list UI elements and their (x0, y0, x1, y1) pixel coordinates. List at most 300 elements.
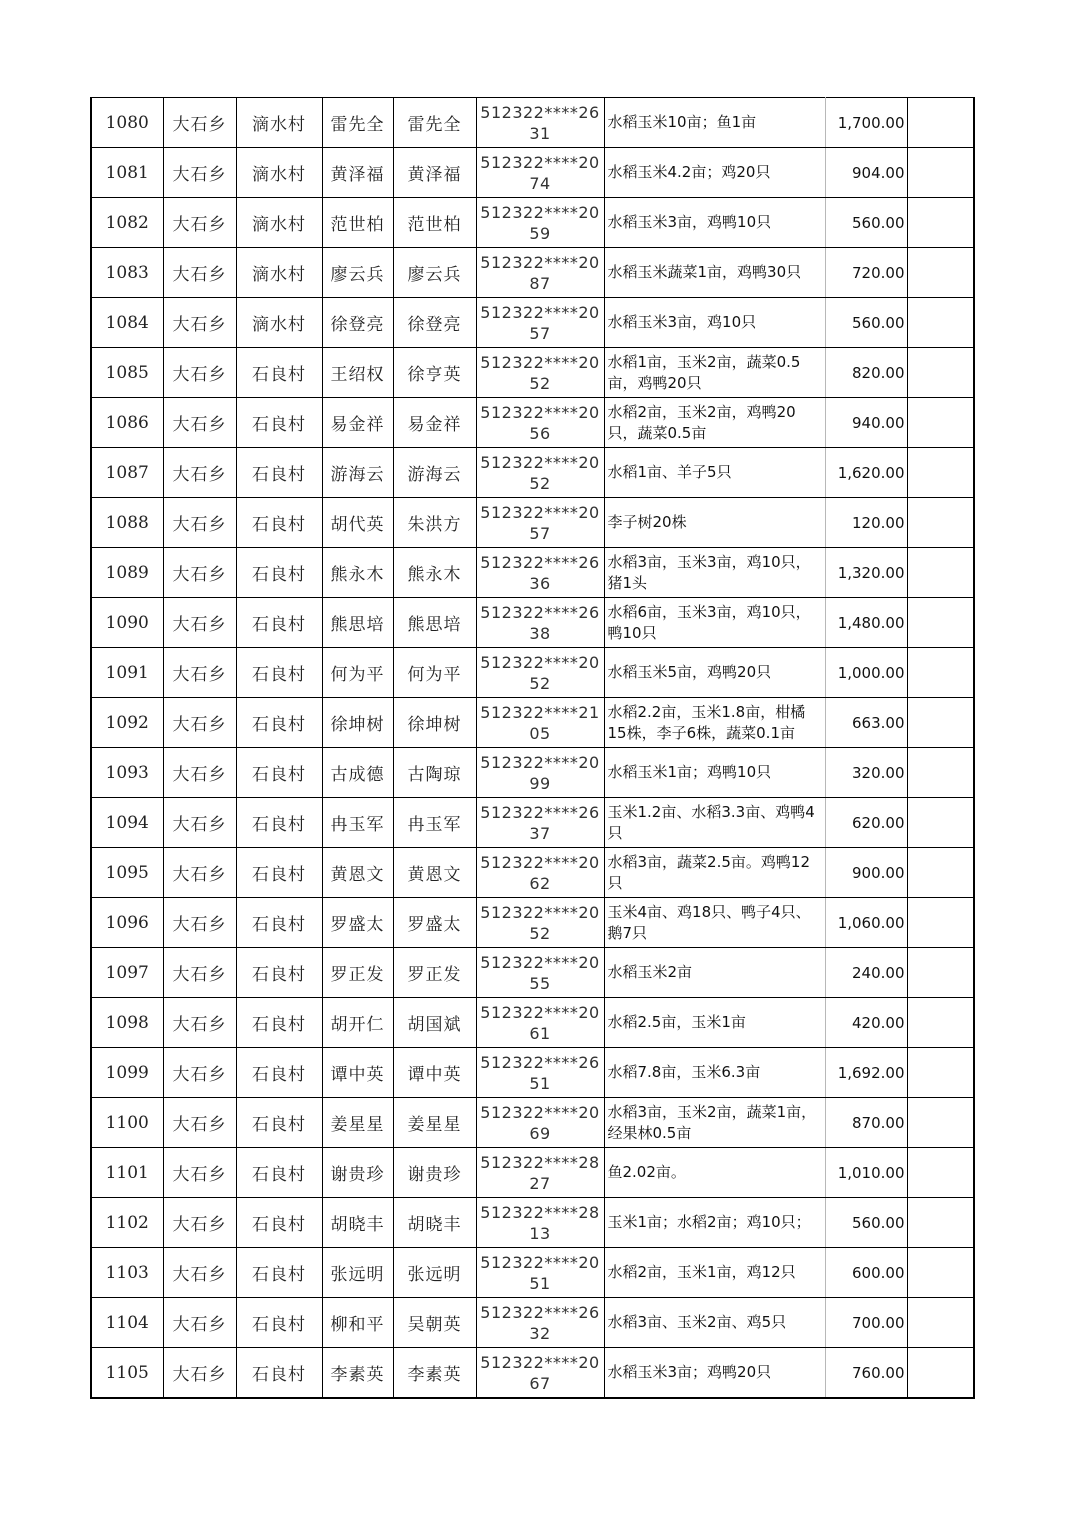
note-cell (907, 748, 974, 798)
recipient-name-cell: 黄泽福 (393, 148, 476, 198)
amount-cell: 870.00 (825, 1098, 907, 1148)
note-cell (907, 1148, 974, 1198)
household-name-cell: 胡代英 (322, 498, 393, 548)
amount-cell: 663.00 (825, 698, 907, 748)
id-number-cell (476, 648, 604, 698)
id-number-cell (476, 798, 604, 848)
village-cell: 石良村 (236, 1098, 322, 1148)
subsidy-table (90, 97, 975, 1399)
village-cell: 石良村 (236, 898, 322, 948)
id-number-part1: 512322****20 (480, 502, 600, 522)
description-cell: 水稻2亩，玉米2亩，鸡鸭20只，蔬菜0.5亩 (604, 398, 825, 448)
row-number-cell: 1099 (91, 1048, 163, 1098)
household-name-cell: 游海云 (322, 448, 393, 498)
recipient-name-cell: 罗正发 (393, 948, 476, 998)
description-cell: 水稻玉米3亩；鸡鸭20只 (604, 1348, 825, 1399)
row-number-cell: 1086 (91, 398, 163, 448)
village-cell: 石良村 (236, 848, 322, 898)
recipient-name-cell: 张远明 (393, 1248, 476, 1298)
table-row (91, 248, 974, 298)
description-cell: 水稻3亩，玉米2亩，蔬菜1亩，经果林0.5亩 (604, 1098, 825, 1148)
description-cell: 水稻2亩，玉米1亩，鸡12只 (604, 1248, 825, 1298)
row-number-cell: 1081 (91, 148, 163, 198)
id-number-cell (476, 1348, 604, 1399)
id-number-part2: 52 (529, 473, 551, 493)
note-cell (907, 298, 974, 348)
note-cell (907, 798, 974, 848)
row-number-cell: 1080 (91, 98, 163, 148)
description-cell: 水稻玉米4.2亩；鸡20只 (604, 148, 825, 198)
amount-cell: 720.00 (825, 248, 907, 298)
recipient-name-cell: 古陶琼 (393, 748, 476, 798)
note-cell (907, 248, 974, 298)
id-number-cell (476, 948, 604, 998)
village-cell: 石良村 (236, 548, 322, 598)
household-name-cell: 冉玉军 (322, 798, 393, 848)
id-number-part1: 512322****26 (480, 602, 600, 622)
description-cell: 水稻1亩，玉米2亩，蔬菜0.5亩，鸡鸭20只 (604, 348, 825, 398)
amount-cell: 900.00 (825, 848, 907, 898)
id-number-part2: 51 (529, 1273, 551, 1293)
table-row (91, 98, 974, 148)
id-number-part1: 512322****26 (480, 102, 600, 122)
id-number-cell (476, 298, 604, 348)
household-name-cell: 廖云兵 (322, 248, 393, 298)
township-cell: 大石乡 (163, 1198, 236, 1248)
household-name-cell: 罗正发 (322, 948, 393, 998)
township-cell: 大石乡 (163, 1048, 236, 1098)
table-row (91, 1098, 974, 1148)
recipient-name-cell: 熊永木 (393, 548, 476, 598)
table-row (91, 1298, 974, 1348)
amount-cell: 560.00 (825, 1198, 907, 1248)
row-number-cell: 1087 (91, 448, 163, 498)
township-cell: 大石乡 (163, 598, 236, 648)
recipient-name-cell: 黄恩文 (393, 848, 476, 898)
village-cell: 石良村 (236, 698, 322, 748)
table-row (91, 948, 974, 998)
note-cell (907, 698, 974, 748)
recipient-name-cell: 熊思培 (393, 598, 476, 648)
row-number-cell: 1091 (91, 648, 163, 698)
id-number-part1: 512322****20 (480, 1252, 600, 1272)
township-cell: 大石乡 (163, 798, 236, 848)
township-cell: 大石乡 (163, 498, 236, 548)
table-row (91, 298, 974, 348)
table-row (91, 648, 974, 698)
township-cell: 大石乡 (163, 448, 236, 498)
note-cell (907, 998, 974, 1048)
township-cell: 大石乡 (163, 998, 236, 1048)
household-name-cell: 张远明 (322, 1248, 393, 1298)
id-number-cell (476, 448, 604, 498)
description-cell: 水稻玉米3亩，鸡鸭10只 (604, 198, 825, 248)
note-cell (907, 548, 974, 598)
note-cell (907, 648, 974, 698)
household-name-cell: 何为平 (322, 648, 393, 698)
description-cell: 水稻1亩、羊子5只 (604, 448, 825, 498)
id-number-part2: 52 (529, 373, 551, 393)
id-number-part1: 512322****20 (480, 902, 600, 922)
note-cell (907, 1048, 974, 1098)
row-number-cell: 1083 (91, 248, 163, 298)
amount-cell: 760.00 (825, 1348, 907, 1399)
amount-cell: 1,320.00 (825, 548, 907, 598)
id-number-part1: 512322****20 (480, 302, 600, 322)
village-cell: 石良村 (236, 648, 322, 698)
id-number-part1: 512322****26 (480, 802, 600, 822)
row-number-cell: 1092 (91, 698, 163, 748)
id-number-part2: 69 (529, 1123, 551, 1143)
recipient-name-cell: 徐登亮 (393, 298, 476, 348)
id-number-part1: 512322****26 (480, 1052, 600, 1072)
village-cell: 石良村 (236, 1248, 322, 1298)
household-name-cell: 胡开仁 (322, 998, 393, 1048)
id-number-part2: 57 (529, 323, 551, 343)
amount-cell: 1,620.00 (825, 448, 907, 498)
id-number-part1: 512322****26 (480, 552, 600, 572)
note-cell (907, 98, 974, 148)
note-cell (907, 1298, 974, 1348)
row-number-cell: 1097 (91, 948, 163, 998)
table-row (91, 1198, 974, 1248)
village-cell: 石良村 (236, 348, 322, 398)
household-name-cell: 古成德 (322, 748, 393, 798)
table-row (91, 448, 974, 498)
row-number-cell: 1090 (91, 598, 163, 648)
household-name-cell: 易金祥 (322, 398, 393, 448)
row-number-cell: 1084 (91, 298, 163, 348)
village-cell: 石良村 (236, 1198, 322, 1248)
id-number-part1: 512322****20 (480, 952, 600, 972)
id-number-cell (476, 1098, 604, 1148)
id-number-part2: 59 (529, 223, 551, 243)
household-name-cell: 王绍权 (322, 348, 393, 398)
id-number-cell (476, 148, 604, 198)
note-cell (907, 1348, 974, 1399)
village-cell: 石良村 (236, 948, 322, 998)
recipient-name-cell: 谭中英 (393, 1048, 476, 1098)
table-row (91, 348, 974, 398)
village-cell: 石良村 (236, 598, 322, 648)
amount-cell: 620.00 (825, 798, 907, 848)
description-cell: 水稻3亩，蔬菜2.5亩。鸡鸭12只 (604, 848, 825, 898)
recipient-name-cell: 徐坤树 (393, 698, 476, 748)
amount-cell: 1,060.00 (825, 898, 907, 948)
amount-cell: 560.00 (825, 298, 907, 348)
id-number-part2: 38 (529, 623, 551, 643)
recipient-name-cell: 李素英 (393, 1348, 476, 1399)
recipient-name-cell: 雷先全 (393, 98, 476, 148)
amount-cell: 1,700.00 (825, 98, 907, 148)
recipient-name-cell: 胡国斌 (393, 998, 476, 1048)
id-number-part2: 87 (529, 273, 551, 293)
household-name-cell: 徐登亮 (322, 298, 393, 348)
village-cell: 石良村 (236, 798, 322, 848)
amount-cell: 320.00 (825, 748, 907, 798)
row-number-cell: 1101 (91, 1148, 163, 1198)
row-number-cell: 1085 (91, 348, 163, 398)
amount-cell: 120.00 (825, 498, 907, 548)
row-number-cell: 1100 (91, 1098, 163, 1148)
id-number-part1: 512322****20 (480, 652, 600, 672)
township-cell: 大石乡 (163, 1298, 236, 1348)
id-number-part1: 512322****20 (480, 1002, 600, 1022)
description-cell: 水稻3亩，玉米3亩，鸡10只，猪1头 (604, 548, 825, 598)
household-name-cell: 罗盛太 (322, 898, 393, 948)
description-cell: 水稻7.8亩，玉米6.3亩 (604, 1048, 825, 1098)
id-number-part2: 36 (529, 573, 551, 593)
recipient-name-cell: 胡晓丰 (393, 1198, 476, 1248)
row-number-cell: 1102 (91, 1198, 163, 1248)
table-row (91, 698, 974, 748)
note-cell (907, 948, 974, 998)
table-row (91, 848, 974, 898)
table-row (91, 598, 974, 648)
id-number-cell (476, 198, 604, 248)
township-cell: 大石乡 (163, 198, 236, 248)
id-number-part2: 37 (529, 823, 551, 843)
village-cell: 石良村 (236, 1048, 322, 1098)
household-name-cell: 徐坤树 (322, 698, 393, 748)
village-cell: 滴水村 (236, 248, 322, 298)
table-row (91, 1348, 974, 1399)
village-cell: 石良村 (236, 1348, 322, 1399)
township-cell: 大石乡 (163, 1148, 236, 1198)
township-cell: 大石乡 (163, 298, 236, 348)
recipient-name-cell: 易金祥 (393, 398, 476, 448)
description-cell: 水稻玉米蔬菜1亩，鸡鸭30只 (604, 248, 825, 298)
id-number-part2: 67 (529, 1373, 551, 1393)
row-number-cell: 1105 (91, 1348, 163, 1399)
village-cell: 滴水村 (236, 198, 322, 248)
township-cell: 大石乡 (163, 248, 236, 298)
amount-cell: 1,692.00 (825, 1048, 907, 1098)
note-cell (907, 148, 974, 198)
row-number-cell: 1093 (91, 748, 163, 798)
id-number-part1: 512322****20 (480, 252, 600, 272)
id-number-part1: 512322****26 (480, 1302, 600, 1322)
description-cell: 水稻2.2亩，玉米1.8亩，柑橘15株，李子6株，蔬菜0.1亩 (604, 698, 825, 748)
note-cell (907, 198, 974, 248)
table-row (91, 798, 974, 848)
id-number-part1: 512322****20 (480, 152, 600, 172)
id-number-part2: 13 (529, 1223, 551, 1243)
village-cell: 滴水村 (236, 148, 322, 198)
township-cell: 大石乡 (163, 748, 236, 798)
township-cell: 大石乡 (163, 348, 236, 398)
township-cell: 大石乡 (163, 1348, 236, 1399)
id-number-cell (476, 398, 604, 448)
id-number-part2: 27 (529, 1173, 551, 1193)
village-cell: 石良村 (236, 498, 322, 548)
household-name-cell: 李素英 (322, 1348, 393, 1399)
amount-cell: 1,480.00 (825, 598, 907, 648)
description-cell: 水稻6亩，玉米3亩，鸡10只，鸭10只 (604, 598, 825, 648)
table-row (91, 1048, 974, 1098)
village-cell: 滴水村 (236, 98, 322, 148)
id-number-cell (476, 548, 604, 598)
description-cell: 玉米1亩；水稻2亩；鸡10只； (604, 1198, 825, 1248)
amount-cell: 600.00 (825, 1248, 907, 1298)
description-cell: 水稻玉米1亩；鸡鸭10只 (604, 748, 825, 798)
id-number-part2: 56 (529, 423, 551, 443)
recipient-name-cell: 范世柏 (393, 198, 476, 248)
id-number-cell (476, 598, 604, 648)
description-cell: 水稻玉米3亩，鸡10只 (604, 298, 825, 348)
table-row (91, 998, 974, 1048)
recipient-name-cell: 罗盛太 (393, 898, 476, 948)
note-cell (907, 848, 974, 898)
description-cell: 水稻3亩、玉米2亩、鸡5只 (604, 1298, 825, 1348)
note-cell (907, 1248, 974, 1298)
village-cell: 石良村 (236, 1148, 322, 1198)
id-number-cell (476, 848, 604, 898)
description-cell: 鱼2.02亩。 (604, 1148, 825, 1198)
village-cell: 石良村 (236, 448, 322, 498)
id-number-cell (476, 898, 604, 948)
id-number-part2: 99 (529, 773, 551, 793)
row-number-cell: 1082 (91, 198, 163, 248)
note-cell (907, 448, 974, 498)
table-row (91, 898, 974, 948)
village-cell: 石良村 (236, 748, 322, 798)
note-cell (907, 1098, 974, 1148)
table-row (91, 398, 974, 448)
amount-cell: 1,010.00 (825, 1148, 907, 1198)
id-number-part1: 512322****20 (480, 352, 600, 372)
amount-cell: 560.00 (825, 198, 907, 248)
id-number-part1: 512322****20 (480, 402, 600, 422)
row-number-cell: 1088 (91, 498, 163, 548)
id-number-cell (476, 698, 604, 748)
row-number-cell: 1096 (91, 898, 163, 948)
township-cell: 大石乡 (163, 1098, 236, 1148)
note-cell (907, 348, 974, 398)
amount-cell: 420.00 (825, 998, 907, 1048)
id-number-part1: 512322****20 (480, 452, 600, 472)
recipient-name-cell: 游海云 (393, 448, 476, 498)
id-number-part2: 52 (529, 923, 551, 943)
id-number-cell (476, 748, 604, 798)
id-number-cell (476, 1048, 604, 1098)
id-number-cell (476, 498, 604, 548)
id-number-cell (476, 1148, 604, 1198)
table-row (91, 748, 974, 798)
household-name-cell: 范世柏 (322, 198, 393, 248)
recipient-name-cell: 廖云兵 (393, 248, 476, 298)
township-cell: 大石乡 (163, 648, 236, 698)
village-cell: 石良村 (236, 398, 322, 448)
id-number-part1: 512322****28 (480, 1202, 600, 1222)
id-number-cell (476, 98, 604, 148)
recipient-name-cell: 吴朝英 (393, 1298, 476, 1348)
village-cell: 滴水村 (236, 298, 322, 348)
description-cell: 水稻玉米10亩；鱼1亩 (604, 98, 825, 148)
id-number-cell (476, 1298, 604, 1348)
recipient-name-cell: 徐亨英 (393, 348, 476, 398)
recipient-name-cell: 朱洪方 (393, 498, 476, 548)
id-number-part1: 512322****21 (480, 702, 600, 722)
recipient-name-cell: 谢贵珍 (393, 1148, 476, 1198)
note-cell (907, 898, 974, 948)
household-name-cell: 雷先全 (322, 98, 393, 148)
recipient-name-cell: 冉玉军 (393, 798, 476, 848)
household-name-cell: 黄泽福 (322, 148, 393, 198)
row-number-cell: 1098 (91, 998, 163, 1048)
table-row (91, 198, 974, 248)
note-cell (907, 498, 974, 548)
id-number-part2: 74 (529, 173, 551, 193)
amount-cell: 1,000.00 (825, 648, 907, 698)
township-cell: 大石乡 (163, 898, 236, 948)
table-row (91, 548, 974, 598)
household-name-cell: 姜星星 (322, 1098, 393, 1148)
id-number-cell (476, 998, 604, 1048)
id-number-part1: 512322****20 (480, 752, 600, 772)
table-row (91, 148, 974, 198)
id-number-part2: 32 (529, 1323, 551, 1343)
township-cell: 大石乡 (163, 1248, 236, 1298)
amount-cell: 940.00 (825, 398, 907, 448)
township-cell: 大石乡 (163, 848, 236, 898)
village-cell: 石良村 (236, 998, 322, 1048)
description-cell: 水稻玉米2亩 (604, 948, 825, 998)
id-number-part2: 51 (529, 1073, 551, 1093)
id-number-part2: 52 (529, 673, 551, 693)
id-number-part2: 05 (529, 723, 551, 743)
id-number-part2: 31 (529, 123, 551, 143)
household-name-cell: 熊永木 (322, 548, 393, 598)
township-cell: 大石乡 (163, 698, 236, 748)
id-number-part1: 512322****28 (480, 1152, 600, 1172)
row-number-cell: 1094 (91, 798, 163, 848)
table-row (91, 498, 974, 548)
recipient-name-cell: 姜星星 (393, 1098, 476, 1148)
description-cell: 水稻2.5亩，玉米1亩 (604, 998, 825, 1048)
id-number-part1: 512322****20 (480, 1102, 600, 1122)
household-name-cell: 黄恩文 (322, 848, 393, 898)
township-cell: 大石乡 (163, 398, 236, 448)
household-name-cell: 柳和平 (322, 1298, 393, 1348)
table-row (91, 1248, 974, 1298)
row-number-cell: 1095 (91, 848, 163, 898)
note-cell (907, 598, 974, 648)
note-cell (907, 398, 974, 448)
household-name-cell: 谢贵珍 (322, 1148, 393, 1198)
table-row (91, 1148, 974, 1198)
row-number-cell: 1089 (91, 548, 163, 598)
id-number-part1: 512322****20 (480, 852, 600, 872)
id-number-part1: 512322****20 (480, 1352, 600, 1372)
household-name-cell: 熊思培 (322, 598, 393, 648)
amount-cell: 820.00 (825, 348, 907, 398)
id-number-cell (476, 348, 604, 398)
row-number-cell: 1103 (91, 1248, 163, 1298)
id-number-part1: 512322****20 (480, 202, 600, 222)
township-cell: 大石乡 (163, 148, 236, 198)
id-number-part2: 55 (529, 973, 551, 993)
village-cell: 石良村 (236, 1298, 322, 1348)
id-number-part2: 57 (529, 523, 551, 543)
row-number-cell: 1104 (91, 1298, 163, 1348)
description-cell: 水稻玉米5亩，鸡鸭20只 (604, 648, 825, 698)
description-cell: 李子树20株 (604, 498, 825, 548)
description-cell: 玉米1.2亩、水稻3.3亩、鸡鸭4只 (604, 798, 825, 848)
amount-cell: 904.00 (825, 148, 907, 198)
id-number-part2: 61 (529, 1023, 551, 1043)
recipient-name-cell: 何为平 (393, 648, 476, 698)
